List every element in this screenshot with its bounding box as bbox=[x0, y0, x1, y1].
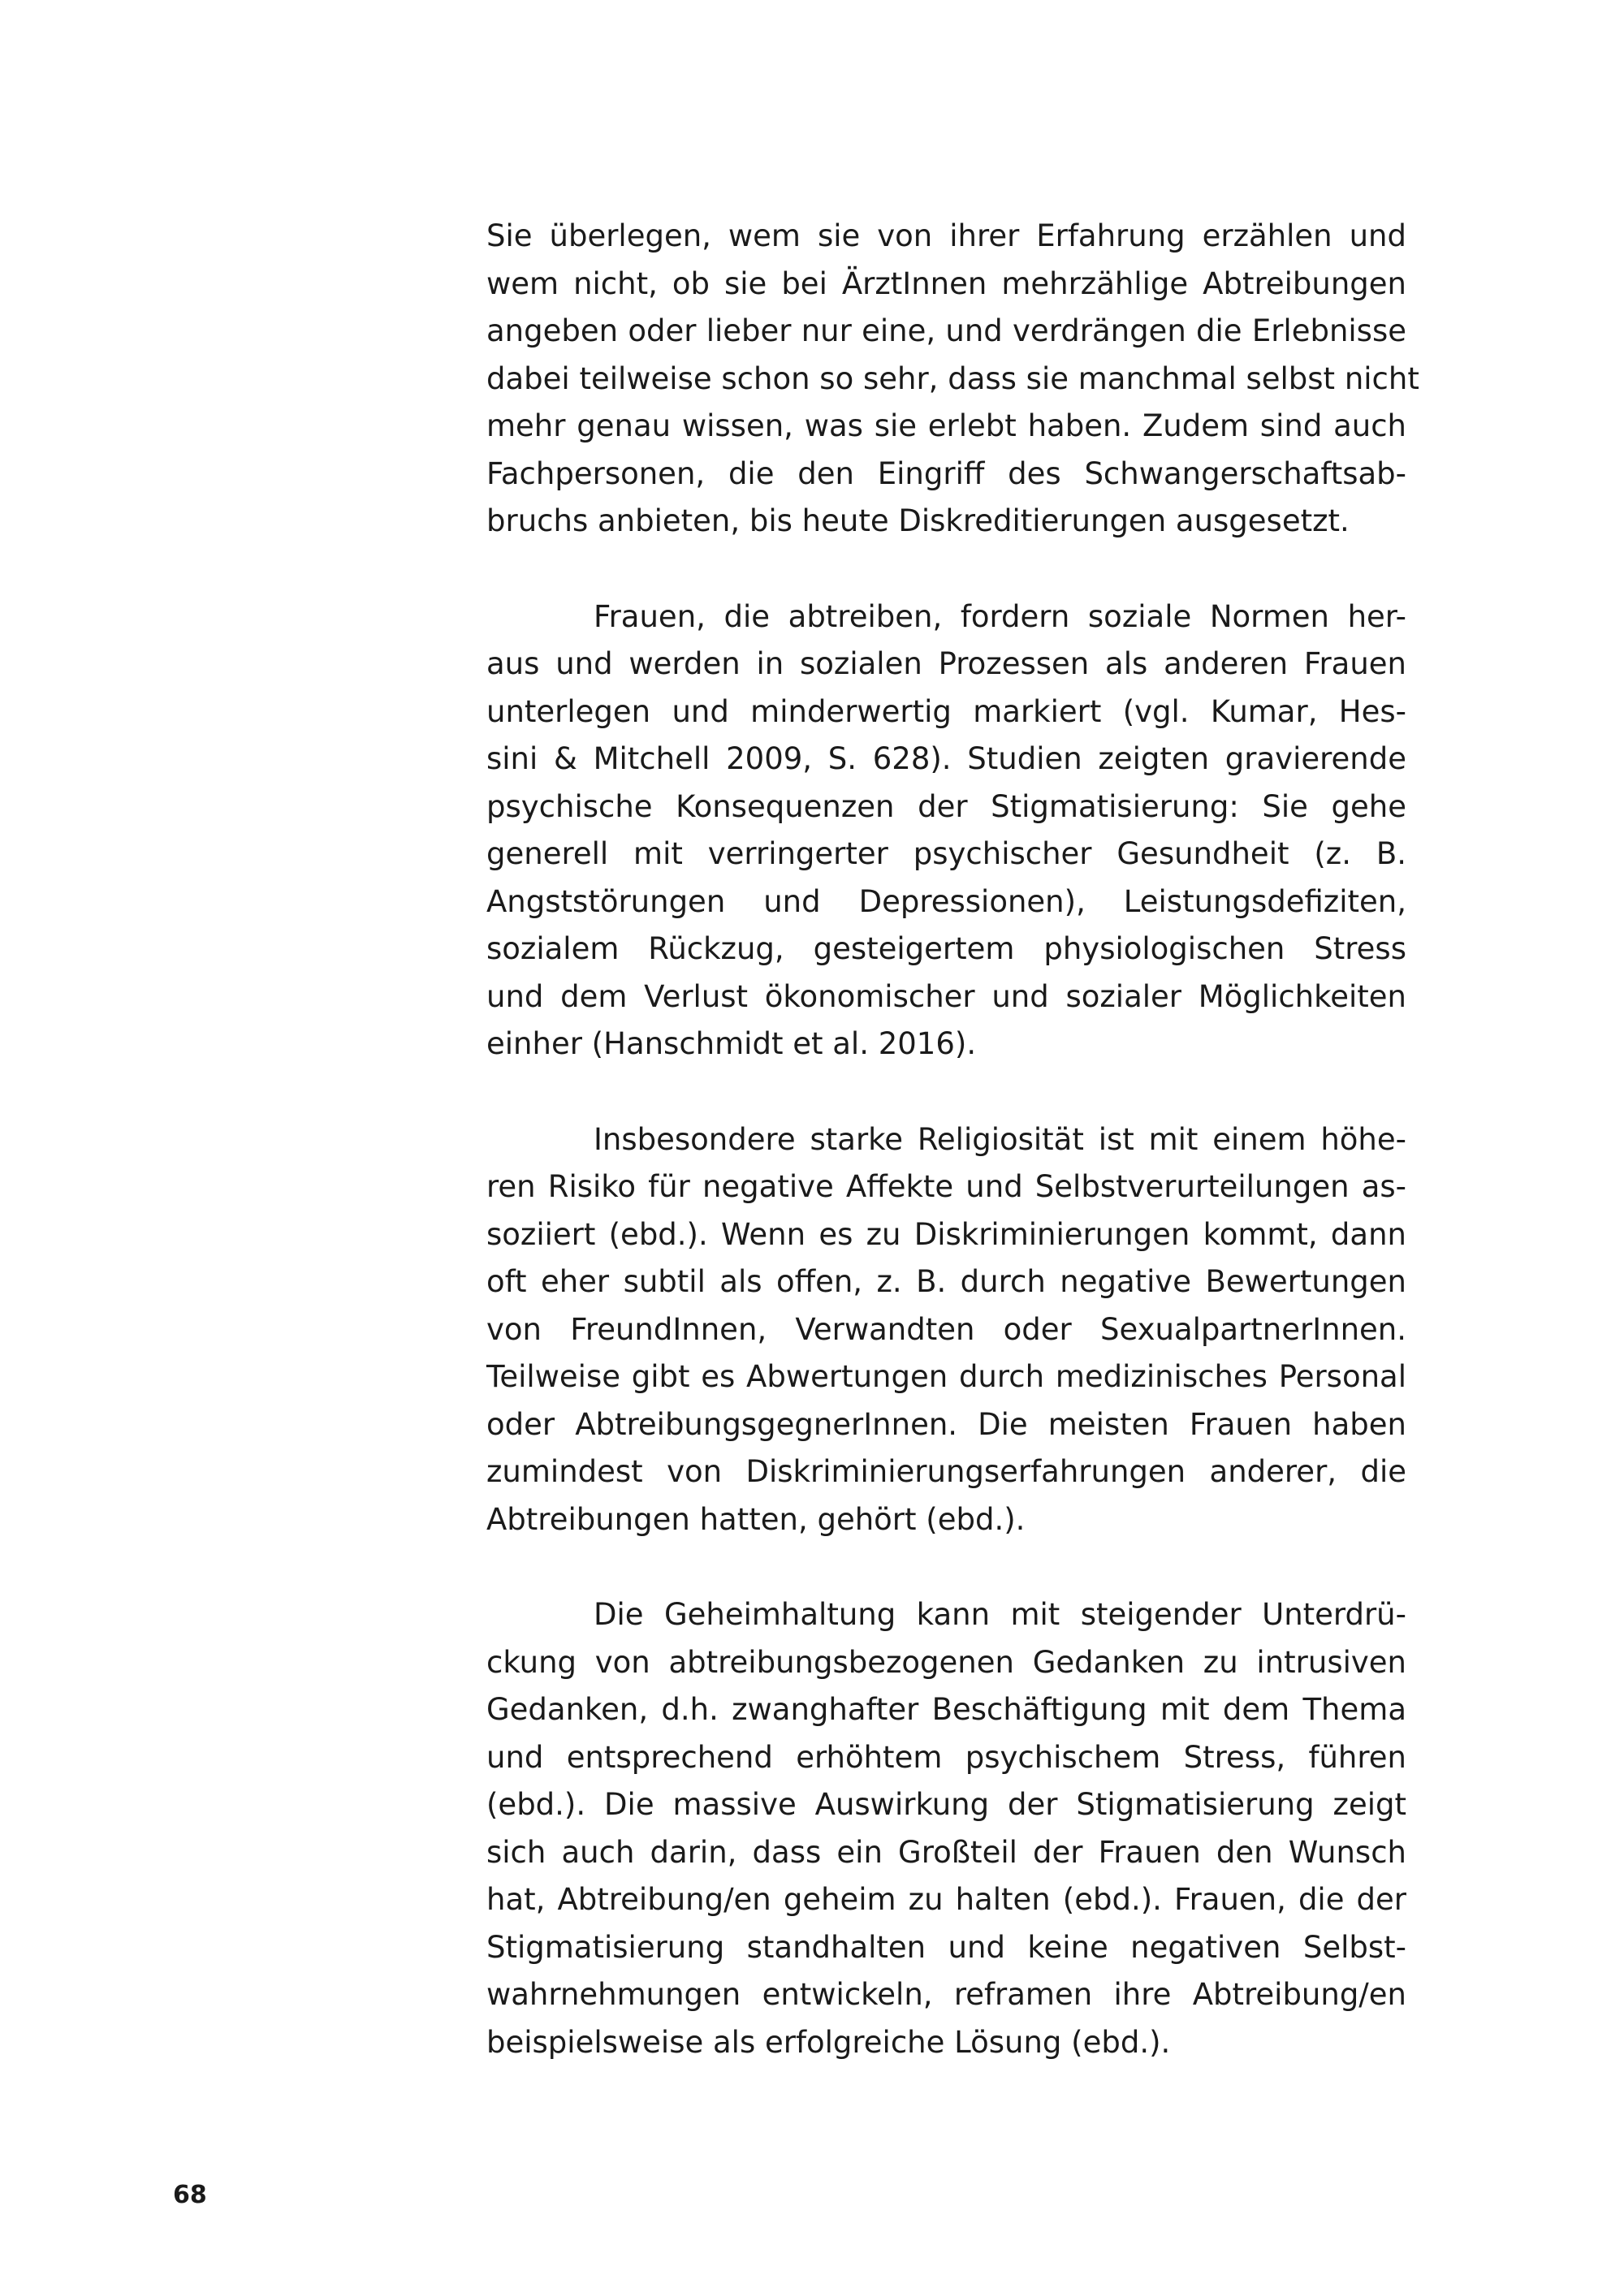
text-line: Teilweise gibt es Abwertungen durch medizinisches Personal bbox=[486, 1359, 1406, 1394]
paragraph-1 bbox=[486, 213, 1419, 546]
text-line: mehr genau wissen, was sie erlebt haben. Zudem sind auch bbox=[486, 408, 1406, 443]
text-line: sozialem Rückzug, gesteigertem physiologischen Stress bbox=[486, 931, 1406, 966]
text-line: Abtreibungen hatten, gehört (ebd.). bbox=[486, 1501, 1026, 1537]
text-line: Insbesondere starke Religiosität ist mit einem höhe- bbox=[594, 1121, 1406, 1157]
paragraph-3 bbox=[486, 1116, 1406, 1544]
text-line: psychische Konsequenzen der Stigmatisierung: Sie gehe bbox=[486, 788, 1406, 824]
text-line: dabei teilweise schon so sehr, dass sie manchmal selbst nicht bbox=[486, 360, 1419, 396]
text-line: oft eher subtil als offen, z. B. durch negative Bewertungen bbox=[486, 1264, 1406, 1299]
text-line: soziiert (ebd.). Wenn es zu Diskriminierungen kommt, dann bbox=[486, 1216, 1406, 1252]
text-line: zumindest von Diskriminierungserfahrungen anderer, die bbox=[486, 1454, 1406, 1489]
text-line: Sie überlegen, wem sie von ihrer Erfahrung erzählen und bbox=[486, 218, 1406, 253]
text-line: oder AbtreibungsgegnerInnen. Die meisten Frauen haben bbox=[486, 1406, 1406, 1442]
text-line: aus und werden in sozialen Prozessen als anderen Frauen bbox=[486, 646, 1406, 681]
text-line: und entsprechend erhöhtem psychischem Stress, führen bbox=[486, 1739, 1406, 1775]
text-line: angeben oder lieber nur eine, und verdrängen die Erlebnisse bbox=[486, 313, 1406, 348]
text-line: unterlegen und minderwertig markiert (vgl. Kumar, Hes- bbox=[486, 693, 1406, 729]
text-line: (ebd.). Die massive Auswirkung der Stigmatisierung zeigt bbox=[486, 1787, 1406, 1822]
paragraph-4 bbox=[486, 1591, 1406, 2066]
paragraph-2 bbox=[486, 594, 1406, 1068]
text-line: ckung von abtreibungsbezogenen Gedanken zu intrusiven bbox=[486, 1644, 1406, 1680]
text-line: beispielsweise als erfolgreiche Lösung (ebd.). bbox=[486, 2024, 1171, 2060]
text-line: wahrnehmungen entwickeln, reframen ihre Abtreibung/en bbox=[486, 1977, 1406, 2012]
text-line: ren Risiko für negative Affekte und Selbstverurteilungen as- bbox=[486, 1169, 1406, 1204]
text-line: sich auch darin, dass ein Großteil der Frauen den Wunsch bbox=[486, 1834, 1406, 1870]
text-line: generell mit verringerter psychischer Gesundheit (z. B. bbox=[486, 836, 1406, 871]
page-number: 68 bbox=[173, 2181, 207, 2209]
text-line: sini & Mitchell 2009, S. 628). Studien zeigten gravierende bbox=[486, 741, 1406, 776]
text-line: und dem Verlust ökonomischer und sozialer Möglichkeiten bbox=[486, 978, 1406, 1014]
text-line: Stigmatisierung standhalten und keine negativen Selbst- bbox=[486, 1929, 1406, 1965]
text-line: wem nicht, ob sie bei ÄrztInnen mehrzählige Abtreibungen bbox=[486, 265, 1406, 301]
body-text bbox=[486, 213, 1419, 2114]
text-line: von FreundInnen, Verwandten oder SexualpartnerInnen. bbox=[486, 1311, 1406, 1347]
text-line: Frauen, die abtreiben, fordern soziale Normen her- bbox=[594, 598, 1406, 634]
text-line: hat, Abtreibung/en geheim zu halten (ebd.). Frauen, die der bbox=[486, 1882, 1406, 1917]
text-line: Gedanken, d.h. zwanghafter Beschäftigung mit dem Thema bbox=[486, 1692, 1406, 1727]
text-line: Angststörungen und Depressionen), Leistungsdefiziten, bbox=[486, 883, 1406, 919]
text-line: Fachpersonen, die den Eingriff des Schwangerschaftsab- bbox=[486, 455, 1406, 491]
text-line: einher (Hanschmidt et al. 2016). bbox=[486, 1026, 977, 1061]
text-line: bruchs anbieten, bis heute Diskreditierungen ausgesetzt. bbox=[486, 503, 1350, 538]
text-line: Die Geheimhaltung kann mit steigender Unterdrü- bbox=[594, 1597, 1406, 1632]
